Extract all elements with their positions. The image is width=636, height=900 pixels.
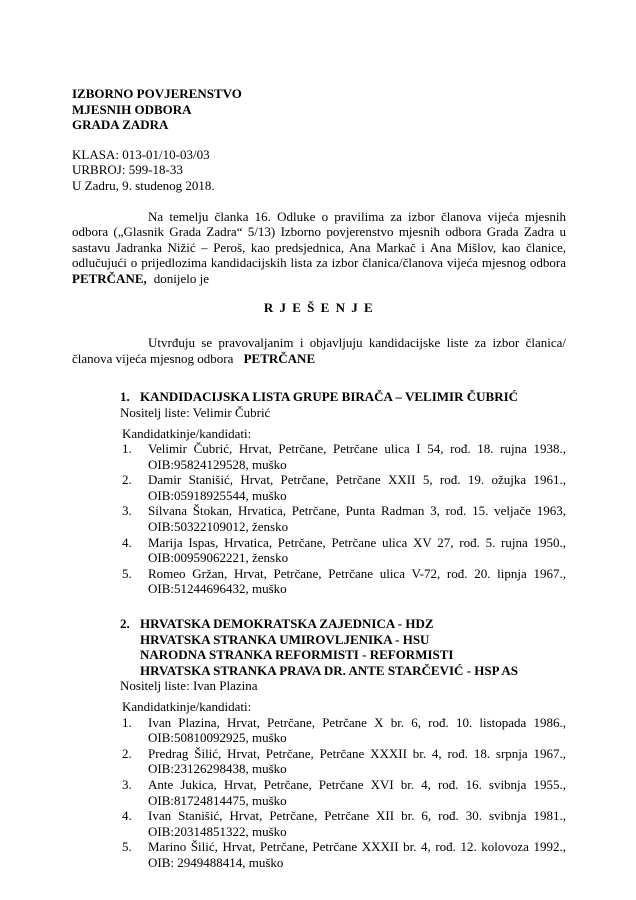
candidate-details: Damir Stanišić, Hrvat, Petrčane, Petrčane XXII 5, rođ. 19. ožujka 1961., OIB:05918925544, muško bbox=[148, 472, 566, 503]
candidate-details: Silvana Štokan, Hrvatica, Petrčane, Punta Radman 3, rođ. 15. veljače 1963, OIB:50322109012, žensko bbox=[148, 503, 566, 535]
candidate-row bbox=[72, 808, 566, 839]
list-1-candidates-label: Kandidatkinje/kandidati: bbox=[122, 425, 252, 441]
candidate-number: 2. bbox=[122, 745, 132, 761]
candidate-details: Ivan Plazina, Hrvat, Petrčane, Petrčane X br. 6, rođ. 10. listopada 1986., OIB:50810092925, muško bbox=[148, 714, 566, 746]
determination-text: Utvrđuju se pravovaljanim i objavljuju kandidacijske liste za izbor članica/članova vijeća mjesnog odbora bbox=[72, 335, 566, 366]
candidate-row bbox=[72, 839, 566, 870]
list-1-holder: Nositelj liste: Velimir Čubrić bbox=[120, 404, 271, 420]
list-2-title-line: HRVATSKA STRANKA UMIROVLJENIKA - HSU bbox=[140, 631, 430, 647]
letterhead-line: MJESNIH ODBORA bbox=[72, 101, 192, 117]
candidate-row bbox=[72, 441, 566, 472]
determination-paragraph bbox=[72, 335, 566, 366]
letterhead bbox=[72, 86, 566, 133]
candidate-details: Marino Šilić, Hrvat, Petrčane, Petrčane XXXII br. 4, rođ. 12. kolovoza 1992., OIB: 2949488414, muško bbox=[148, 839, 566, 870]
intro-paragraph bbox=[72, 209, 566, 287]
candidate-number: 4. bbox=[122, 808, 132, 824]
candidate-details: Predrag Šilić, Hrvat, Petrčane, Petrčane XXXII br. 4, rođ. 18. srpnja 1967., OIB:23126298438, muško bbox=[148, 745, 566, 777]
candidate-row bbox=[72, 746, 566, 777]
candidate-number: 5. bbox=[122, 839, 132, 855]
candidate-list-section-2 bbox=[72, 616, 566, 871]
document-meta bbox=[72, 147, 566, 194]
place-date-line: U Zadru, 9. studenog 2018. bbox=[72, 177, 215, 193]
candidate-details: Velimir Čubrić, Hrvat, Petrčane, Petrčane ulica I 54, rođ. 18. rujna 1938., OIB:95824129528, muško bbox=[148, 441, 566, 472]
candidate-details: Romeo Gržan, Hrvat, Petrčane, Petrčane ulica V-72, rođ. 20. lipnja 1967., OIB:51244696432, muško bbox=[148, 565, 566, 597]
intro-text-tail: donijelo je bbox=[153, 270, 210, 286]
list-1-heading bbox=[72, 389, 566, 405]
candidate-number: 3. bbox=[122, 503, 132, 519]
candidate-row bbox=[72, 535, 566, 566]
letterhead-line: GRADA ZADRA bbox=[72, 117, 169, 133]
document-content bbox=[72, 86, 566, 871]
candidate-row bbox=[72, 472, 566, 503]
list-1-title-line: KANDIDACIJSKA LISTA GRUPE BIRAČA – VELIMIR ČUBRIĆ bbox=[140, 389, 519, 405]
list-2-title-line: HRVATSKA DEMOKRATSKA ZAJEDNICA - HDZ bbox=[140, 616, 434, 632]
intro-bold-petrcane: PETRČANE, bbox=[72, 270, 147, 286]
document-title: R J E Š E N J E bbox=[263, 299, 375, 315]
urbroj-line: URBROJ: 599-18-33 bbox=[72, 162, 183, 178]
candidate-number: 2. bbox=[122, 472, 132, 488]
intro-text: Na temelju članka 16. Odluke o pravilima za izbor članova vijeća mjesnih odbora („Glasnik Grada Zadra“ 5/13) Izborno povjerenstvo mjesnih odbora Grada Zadra u sastavu Jadranka Nižić – Peroš, kao predsjednica, Ana Markač i Ana Mišlov, kao članice, odlučujući o prijedlozima kandidacijskih lista za izbor članica/članova vijeća mjesnog odbora bbox=[72, 208, 566, 271]
list-2-number: 2. bbox=[120, 616, 130, 632]
candidate-details: Ante Jukica, Hrvat, Petrčane, Petrčane XVI br. 4, rođ. 16. svibnja 1955., OIB:81724814475, muško bbox=[148, 776, 566, 808]
candidate-number: 4. bbox=[122, 534, 132, 550]
candidate-number: 1. bbox=[122, 441, 132, 457]
list-2-title-line: NARODNA STRANKA REFORMISTI - REFORMISTI bbox=[140, 647, 454, 663]
candidate-details: Marija Ispas, Hrvatica, Petrčane, Petrčane ulica XV 27, rođ. 5. rujna 1950., OIB:00959062221, žensko bbox=[148, 534, 566, 566]
list-2-candidates-label: Kandidatkinje/kandidati: bbox=[122, 699, 252, 714]
list-2-title bbox=[140, 616, 566, 678]
letterhead-line: IZBORNO POVJERENSTVO bbox=[72, 86, 242, 101]
candidate-list-section-1 bbox=[72, 389, 566, 597]
list-1-number: 1. bbox=[120, 389, 130, 405]
candidate-details: Ivan Stanišić, Hrvat, Petrčane, Petrčane XII br. 6, rođ. 30. svibnja 1981., OIB:20314851322, muško bbox=[148, 808, 566, 839]
candidate-number: 1. bbox=[122, 714, 132, 730]
candidate-number: 3. bbox=[122, 776, 132, 792]
candidate-number: 5. bbox=[122, 565, 132, 581]
candidate-row bbox=[72, 566, 566, 597]
determination-bold-petrcane: PETRČANE bbox=[243, 350, 316, 366]
candidate-row bbox=[72, 715, 566, 746]
klasa-line: KLASA: 013-01/10-03/03 bbox=[72, 146, 210, 162]
candidate-row bbox=[72, 777, 566, 808]
list-1-title bbox=[140, 389, 566, 405]
list-2-title-line: HRVATSKA STRANKA PRAVA DR. ANTE STARČEVIĆ - HSP AS bbox=[140, 662, 518, 678]
list-2-holder: Nositelj liste: Ivan Plazina bbox=[120, 678, 258, 694]
list-2-heading bbox=[72, 616, 566, 678]
candidate-row bbox=[72, 503, 566, 534]
